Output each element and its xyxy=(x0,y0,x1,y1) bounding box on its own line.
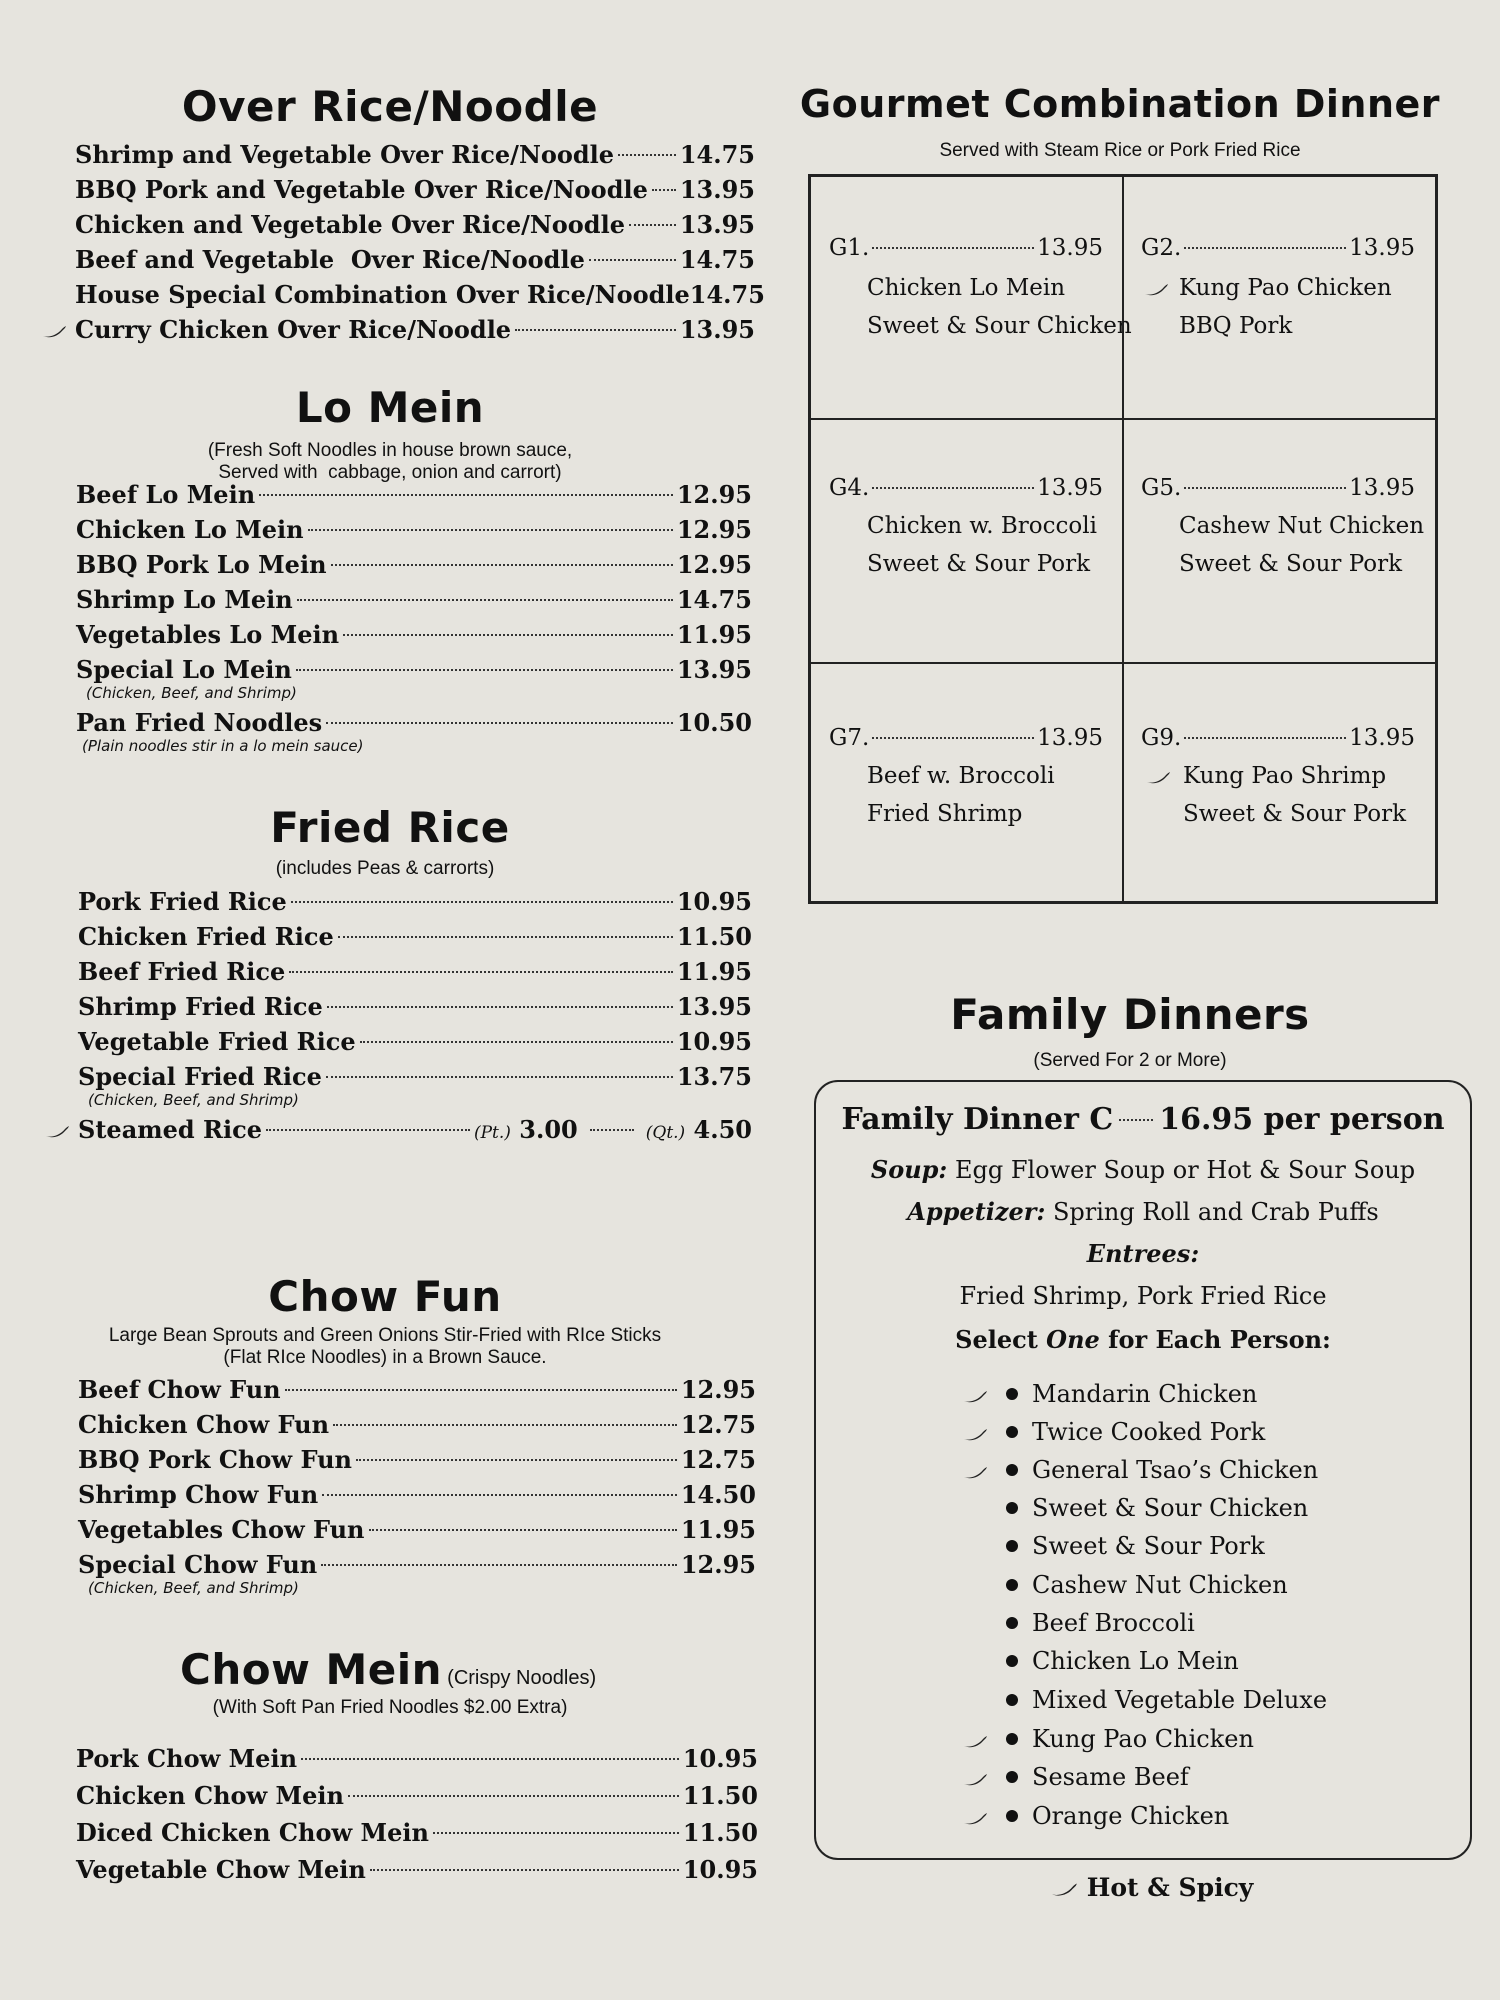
item-price: 14.75 xyxy=(679,245,755,274)
combo-code: G4. xyxy=(829,475,870,501)
chow-mein-list xyxy=(76,1744,758,1892)
combo-price: 13.95 xyxy=(1349,235,1415,261)
menu-item xyxy=(76,585,752,620)
item-price: 12.95 xyxy=(676,550,752,579)
leader-dots xyxy=(369,1529,677,1531)
menu-item xyxy=(78,1062,752,1097)
soup-label: Soup: xyxy=(870,1155,948,1184)
item-price: 10.95 xyxy=(676,1027,752,1056)
list-item xyxy=(1006,1609,1195,1637)
combo-item-2: Sweet & Sour Chicken xyxy=(867,313,1132,339)
item-name: Shrimp Lo Mein xyxy=(76,585,293,614)
combo-item-2: BBQ Pork xyxy=(1179,313,1293,339)
item-price: 11.95 xyxy=(676,620,752,649)
leader-dots xyxy=(296,669,673,671)
item-note: (Plain noodles stir in a lo mein sauce) xyxy=(82,737,364,755)
item-note: (Chicken, Beef, and Shrimp) xyxy=(88,1091,299,1109)
choice-label: Sweet & Sour Chicken xyxy=(1032,1494,1309,1522)
choice-label: Kung Pao Chicken xyxy=(1032,1725,1254,1753)
quart-price: 4.50 xyxy=(693,1115,752,1144)
item-price: 14.75 xyxy=(689,280,765,309)
menu-item xyxy=(76,1818,758,1855)
combo-header xyxy=(1141,235,1415,261)
choice-label: Cashew Nut Chicken xyxy=(1032,1571,1288,1599)
chow-mein-subtitle: (With Soft Pan Fried Noodles $2.00 Extra) xyxy=(212,1697,568,1718)
item-name: Diced Chicken Chow Mein xyxy=(76,1818,429,1847)
combo-header xyxy=(829,235,1103,261)
chili-pepper-icon xyxy=(962,1466,988,1480)
dinner-name: Family Dinner C xyxy=(841,1102,1114,1137)
item-price: 13.95 xyxy=(679,315,755,344)
menu-item xyxy=(76,550,752,585)
soup-value: Egg Flower Soup or Hot & Sour Soup xyxy=(954,1156,1416,1184)
combo-cell xyxy=(1122,176,1436,420)
leader-dots xyxy=(301,1758,679,1760)
item-price: 11.50 xyxy=(682,1818,758,1847)
item-price: 12.95 xyxy=(680,1550,756,1579)
leader-dots xyxy=(433,1832,679,1834)
chili-pepper-icon xyxy=(962,1428,988,1442)
item-name: Vegetables Lo Mein xyxy=(76,620,340,649)
menu-item xyxy=(76,1744,758,1781)
item-name: Shrimp Chow Fun xyxy=(78,1480,319,1509)
menu-item xyxy=(76,1855,758,1892)
combo-cell xyxy=(810,662,1124,902)
pint-label: (Pt.) xyxy=(473,1123,511,1143)
leader-dots xyxy=(338,936,673,938)
chow-mein-heading xyxy=(180,1645,596,1694)
combo-code: G1. xyxy=(829,235,870,261)
menu-item xyxy=(78,1445,756,1480)
chili-pepper-icon xyxy=(1050,1882,1078,1898)
item-price: 11.95 xyxy=(676,957,752,986)
leader-dots xyxy=(589,259,676,261)
menu-item xyxy=(78,1375,756,1410)
combo-header xyxy=(829,475,1103,501)
chow-fun-subtitle-1: Large Bean Sprouts and Green Onions Stir-Fried with RIce Sticks xyxy=(108,1325,662,1346)
item-name: Vegetable Fried Rice xyxy=(78,1027,356,1056)
combo-cell xyxy=(1122,662,1436,902)
combo-item-1: Chicken w. Broccoli xyxy=(867,513,1097,539)
leader-dots xyxy=(331,564,673,566)
item-name: Pan Fried Noodles xyxy=(76,708,323,737)
leader-dots xyxy=(1184,487,1346,489)
dinner-price: 16.95 per person xyxy=(1159,1102,1445,1137)
item-name: Steamed Rice xyxy=(78,1115,262,1144)
item-name: Chicken and Vegetable Over Rice/Noodle xyxy=(75,210,625,239)
menu-item xyxy=(76,480,752,515)
chili-pepper-icon xyxy=(962,1735,988,1749)
combo-price: 13.95 xyxy=(1349,725,1415,751)
item-price: 12.95 xyxy=(676,515,752,544)
bullet xyxy=(1006,1771,1018,1783)
bullet xyxy=(1006,1810,1018,1822)
family-dinner-header xyxy=(816,1102,1470,1137)
leader-dots xyxy=(333,1424,677,1426)
choice-label: Mixed Vegetable Deluxe xyxy=(1032,1686,1328,1714)
item-price: 11.50 xyxy=(682,1781,758,1810)
bullet xyxy=(1006,1464,1018,1476)
item-name: Pork Chow Mein xyxy=(76,1744,298,1773)
menu-item xyxy=(78,1027,752,1062)
combo-item-1: Kung Pao Shrimp xyxy=(1183,763,1387,789)
combo-cell xyxy=(810,176,1132,420)
list-item xyxy=(1006,1763,1189,1791)
item-name: Chicken Chow Fun xyxy=(78,1410,330,1439)
entrees-value: Fried Shrimp, Pork Fried Rice xyxy=(959,1282,1327,1310)
bullet xyxy=(1006,1426,1018,1438)
menu-item xyxy=(76,655,752,690)
lo-mein-subtitle-2: Served with cabbage, onion and carrort) xyxy=(218,462,562,483)
item-name: Curry Chicken Over Rice/Noodle xyxy=(75,315,512,344)
select-line xyxy=(816,1325,1470,1354)
leader-dots xyxy=(259,494,673,496)
legend-label: Hot & Spicy xyxy=(1086,1873,1254,1902)
chow-fun-list xyxy=(78,1375,756,1603)
chow-fun-title: Chow Fun xyxy=(268,1272,502,1321)
list-item xyxy=(1006,1532,1265,1560)
leader-dots xyxy=(285,1389,677,1391)
leader-dots xyxy=(590,1129,634,1131)
choice-label: Orange Chicken xyxy=(1032,1802,1230,1830)
combo-header xyxy=(1141,725,1415,751)
bullet xyxy=(1006,1579,1018,1591)
leader-dots xyxy=(291,901,673,903)
leader-dots xyxy=(326,1076,673,1078)
leader-dots xyxy=(1184,737,1346,739)
choice-label: Sesame Beef xyxy=(1032,1763,1189,1791)
leader-dots xyxy=(872,737,1034,739)
item-name: Beef Chow Fun xyxy=(78,1375,281,1404)
leader-dots xyxy=(370,1869,679,1871)
item-price: 14.75 xyxy=(679,140,755,169)
item-name: Chicken Fried Rice xyxy=(78,922,334,951)
item-name: Shrimp Fried Rice xyxy=(78,992,323,1021)
bullet xyxy=(1006,1733,1018,1745)
combo-item-1: Kung Pao Chicken xyxy=(1179,275,1392,301)
fried-rice-title: Fried Rice xyxy=(270,803,510,852)
item-price: 12.95 xyxy=(680,1375,756,1404)
menu-item xyxy=(75,210,755,245)
leader-dots xyxy=(515,329,676,331)
item-name: Beef Fried Rice xyxy=(78,957,286,986)
list-item xyxy=(1006,1802,1229,1830)
combo-header xyxy=(829,725,1103,751)
menu-item xyxy=(78,1515,756,1550)
menu-item xyxy=(75,140,755,175)
leader-dots xyxy=(289,971,673,973)
family-dinners-subtitle: (Served For 2 or More) xyxy=(1033,1050,1227,1071)
menu-item xyxy=(78,1550,756,1585)
chili-pepper-icon xyxy=(1145,771,1171,785)
combo-item-1: Beef w. Broccoli xyxy=(867,763,1055,789)
item-price: 11.95 xyxy=(680,1515,756,1544)
list-item xyxy=(1006,1686,1327,1714)
chili-pepper-icon xyxy=(962,1390,988,1404)
menu-item xyxy=(76,708,752,743)
leader-dots xyxy=(326,722,673,724)
leader-dots xyxy=(321,1564,677,1566)
leader-dots xyxy=(266,1129,470,1131)
item-name: Shrimp and Vegetable Over Rice/Noodle xyxy=(75,140,615,169)
chili-pepper-icon xyxy=(962,1773,988,1787)
item-price: 10.95 xyxy=(682,1855,758,1884)
menu-item xyxy=(75,315,755,350)
item-price: 13.95 xyxy=(679,210,755,239)
item-name: Chicken Chow Mein xyxy=(76,1781,344,1810)
chili-pepper-icon xyxy=(41,325,67,339)
chili-pepper-icon xyxy=(962,1812,988,1826)
menu-item xyxy=(75,245,755,280)
menu-item xyxy=(75,175,755,210)
list-item xyxy=(1006,1725,1254,1753)
list-item xyxy=(1006,1418,1265,1446)
item-name: Beef Lo Mein xyxy=(76,480,256,509)
gourmet-title: Gourmet Combination Dinner xyxy=(799,82,1441,126)
choice-label: Twice Cooked Pork xyxy=(1032,1418,1266,1446)
combo-code: G7. xyxy=(829,725,870,751)
combo-header xyxy=(1141,475,1415,501)
leader-dots xyxy=(356,1459,677,1461)
family-dinner-box xyxy=(814,1080,1472,1860)
menu-item xyxy=(76,1781,758,1818)
select-emphasis: One xyxy=(1046,1325,1100,1354)
combo-item-1: Cashew Nut Chicken xyxy=(1179,513,1425,539)
item-price: 12.75 xyxy=(680,1410,756,1439)
over-rice-title: Over Rice/Noodle xyxy=(181,82,599,131)
item-price: 13.95 xyxy=(676,992,752,1021)
chow-fun-subtitle-2: (Flat RIce Noodles) in a Brown Sauce. xyxy=(223,1347,547,1368)
gourmet-combo-grid xyxy=(808,174,1438,904)
combo-cell xyxy=(1122,418,1436,664)
bullet xyxy=(1006,1502,1018,1514)
fried-rice-list xyxy=(78,887,752,1150)
choice-label: Beef Broccoli xyxy=(1032,1609,1195,1637)
item-price: 10.50 xyxy=(676,708,752,737)
select-text-end: for Each Person: xyxy=(1108,1325,1331,1354)
bullet xyxy=(1006,1694,1018,1706)
item-name: Beef and Vegetable Over Rice/Noodle xyxy=(75,245,585,274)
list-item xyxy=(1006,1647,1239,1675)
lo-mein-subtitle-1: (Fresh Soft Noodles in house brown sauce, xyxy=(207,440,573,461)
leader-dots xyxy=(872,247,1034,249)
leader-dots xyxy=(360,1041,673,1043)
item-name: Special Fried Rice xyxy=(78,1062,322,1091)
combo-cell xyxy=(810,418,1124,664)
hot-spicy-legend xyxy=(1050,1873,1253,1902)
item-price: 11.50 xyxy=(676,922,752,951)
quart-label: (Qt.) xyxy=(645,1123,686,1143)
pint-price: 3.00 xyxy=(519,1115,578,1144)
item-name: Vegetable Chow Mein xyxy=(76,1855,366,1884)
lo-mein-title: Lo Mein xyxy=(295,383,485,432)
item-price: 13.95 xyxy=(676,655,752,684)
choice-label: Mandarin Chicken xyxy=(1032,1380,1258,1408)
menu-item xyxy=(76,515,752,550)
list-item xyxy=(1006,1380,1257,1408)
item-name: Chicken Lo Mein xyxy=(76,515,304,544)
combo-item-2: Fried Shrimp xyxy=(867,801,1023,827)
combo-price: 13.95 xyxy=(1037,725,1103,751)
chili-pepper-icon xyxy=(1143,283,1169,297)
menu-item xyxy=(78,922,752,957)
menu-item xyxy=(76,620,752,655)
over-rice-list xyxy=(75,140,765,350)
choice-label: Chicken Lo Mein xyxy=(1032,1647,1239,1675)
item-price: 10.95 xyxy=(676,887,752,916)
choice-label: Sweet & Sour Pork xyxy=(1032,1532,1265,1560)
combo-code: G2. xyxy=(1141,235,1182,261)
appetizer-line xyxy=(816,1197,1470,1226)
item-name: BBQ Pork and Vegetable Over Rice/Noodle xyxy=(75,175,648,204)
leader-dots xyxy=(308,529,673,531)
list-item xyxy=(1006,1494,1308,1522)
leader-dots xyxy=(872,487,1034,489)
select-text: Select xyxy=(955,1325,1038,1354)
bullet xyxy=(1006,1388,1018,1400)
leader-dots xyxy=(1119,1119,1153,1121)
item-name: BBQ Pork Chow Fun xyxy=(78,1445,352,1474)
item-price: 13.95 xyxy=(679,175,755,204)
combo-item-1: Chicken Lo Mein xyxy=(867,275,1066,301)
item-price: 13.75 xyxy=(676,1062,752,1091)
leader-dots xyxy=(297,599,673,601)
leader-dots xyxy=(348,1795,679,1797)
leader-dots xyxy=(618,154,676,156)
combo-price: 13.95 xyxy=(1349,475,1415,501)
lo-mein-list xyxy=(76,480,752,761)
item-name: Special Chow Fun xyxy=(78,1550,318,1579)
menu-item xyxy=(78,957,752,992)
combo-item-2: Sweet & Sour Pork xyxy=(1183,801,1407,827)
bullet xyxy=(1006,1655,1018,1667)
family-dinners-title: Family Dinners xyxy=(950,990,1310,1039)
item-name: Vegetables Chow Fun xyxy=(78,1515,365,1544)
leader-dots xyxy=(322,1494,677,1496)
leader-dots xyxy=(652,189,676,191)
leader-dots xyxy=(1184,247,1346,249)
item-name: BBQ Pork Lo Mein xyxy=(76,550,327,579)
menu-item xyxy=(78,1480,756,1515)
appetizer-label: Appetizer: xyxy=(907,1197,1046,1226)
menu-item xyxy=(78,1410,756,1445)
combo-price: 13.95 xyxy=(1037,475,1103,501)
fried-rice-subtitle: (includes Peas & carrorts) xyxy=(275,858,495,879)
chili-pepper-icon xyxy=(44,1125,70,1139)
bullet xyxy=(1006,1617,1018,1629)
combo-code: G5. xyxy=(1141,475,1182,501)
leader-dots xyxy=(327,1006,673,1008)
item-name: Special Lo Mein xyxy=(76,655,292,684)
crispy-noodles-note: (Crispy Noodles) xyxy=(447,1667,597,1689)
item-price: 14.50 xyxy=(680,1480,756,1509)
choice-label: General Tsao’s Chicken xyxy=(1032,1456,1319,1484)
combo-item-2: Sweet & Sour Pork xyxy=(1179,551,1403,577)
appetizer-value: Spring Roll and Crab Puffs xyxy=(1052,1198,1379,1226)
leader-dots xyxy=(343,634,673,636)
list-item xyxy=(1006,1456,1318,1484)
combo-item-2: Sweet & Sour Pork xyxy=(867,551,1091,577)
menu-item xyxy=(75,280,765,315)
entrees-label: Entrees: xyxy=(1086,1239,1200,1268)
list-item xyxy=(1006,1571,1288,1599)
gourmet-subtitle: Served with Steam Rice or Pork Fried Rice xyxy=(939,140,1301,161)
item-note: (Chicken, Beef, and Shrimp) xyxy=(86,684,297,702)
combo-code: G9. xyxy=(1141,725,1182,751)
menu-item xyxy=(78,887,752,922)
bullet xyxy=(1006,1540,1018,1552)
combo-price: 13.95 xyxy=(1037,235,1103,261)
item-price: 14.75 xyxy=(676,585,752,614)
steamed-rice-item xyxy=(78,1115,752,1150)
item-note: (Chicken, Beef, and Shrimp) xyxy=(88,1579,299,1597)
item-price: 12.95 xyxy=(676,480,752,509)
chow-mein-title: Chow Mein xyxy=(180,1645,443,1694)
item-name: Pork Fried Rice xyxy=(78,887,287,916)
item-name: House Special Combination Over Rice/Noodle xyxy=(75,280,690,309)
menu-item xyxy=(78,992,752,1027)
item-price: 12.75 xyxy=(680,1445,756,1474)
leader-dots xyxy=(629,224,676,226)
soup-line xyxy=(816,1155,1470,1184)
item-price: 10.95 xyxy=(682,1744,758,1773)
